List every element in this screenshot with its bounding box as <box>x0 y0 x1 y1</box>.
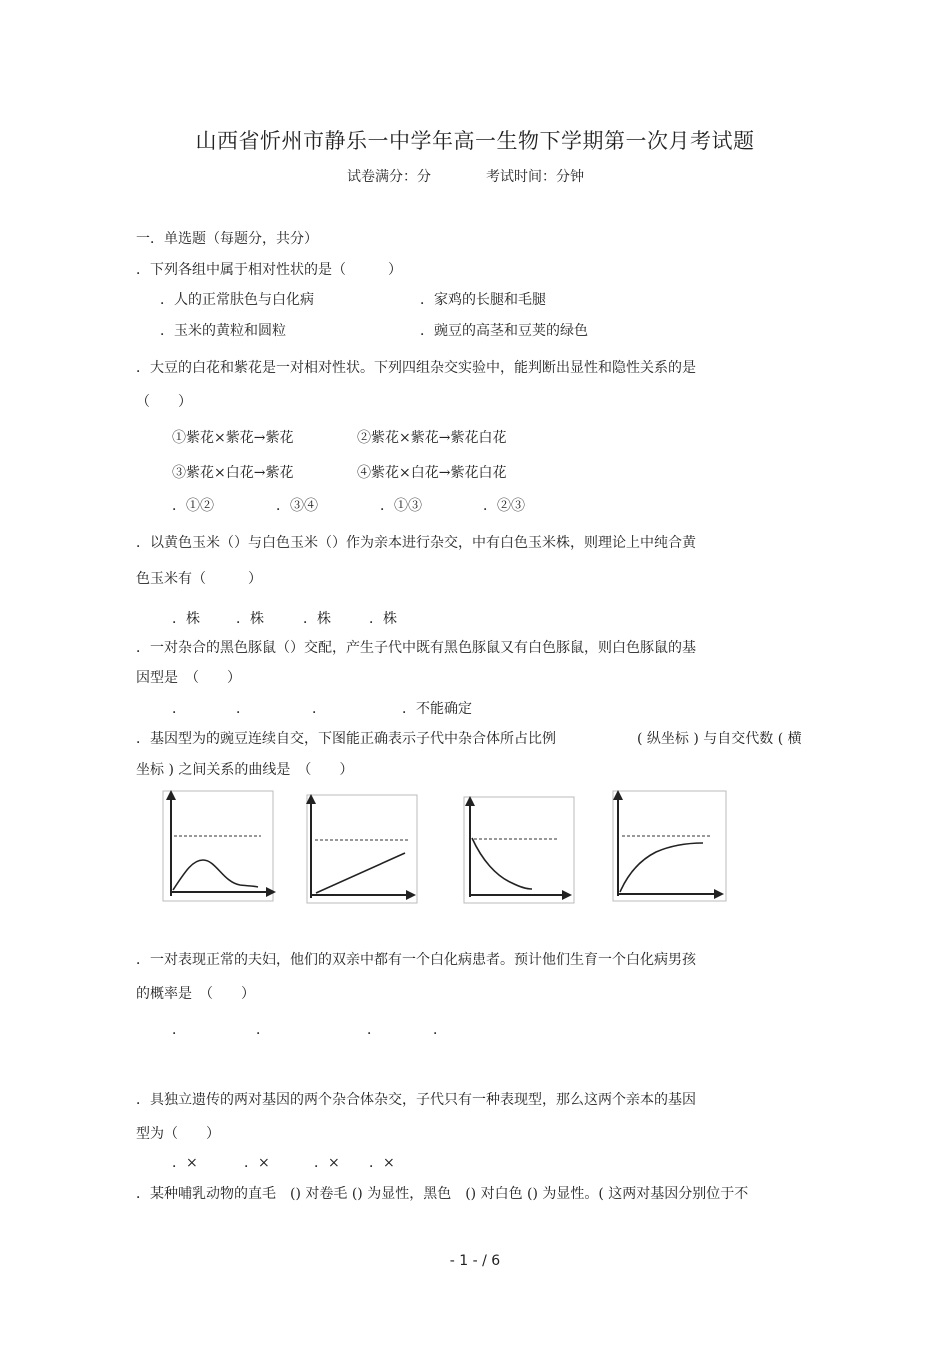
q2-stem-line1: ．大豆的白花和紫花是一对相对性状。下列四组杂交实验中，能判断出显性和隐性关系的是 <box>136 360 696 376</box>
q3-option-a: ．株 <box>172 611 200 627</box>
curve <box>472 838 532 889</box>
section-heading: 一．单选题（每题分，共分） <box>136 231 318 247</box>
q1-option-b: ．家鸡的长腿和毛腿 <box>420 292 546 308</box>
q6-stem-line2: 的概率是 （ ） <box>136 986 255 1002</box>
graph-frame <box>307 795 417 903</box>
q5-stem-line1b: ( 纵坐标 ) 与自交代数 ( 横 <box>637 731 802 747</box>
q7-option-a: ．× <box>172 1155 198 1171</box>
q6-option-c: ． <box>367 1022 381 1038</box>
full-score-label: 试卷满分：分 <box>347 169 431 185</box>
curve <box>316 853 405 893</box>
q1-option-c: ．玉米的黄粒和圆粒 <box>160 323 286 339</box>
page-number: - 1 - / 6 <box>449 1253 501 1269</box>
q2-cross-2: ②紫花×紫花→紫花白花 <box>357 430 507 446</box>
q3-option-b: ．株 <box>236 611 264 627</box>
q5-stem-line2: 坐标 ) 之间关系的曲线是 （ ） <box>136 762 354 778</box>
exam-time-label: 考试时间：分钟 <box>486 169 584 185</box>
x-axis-arrow <box>714 889 724 899</box>
q2-cross-4: ④紫花×白花→紫花白花 <box>357 465 507 481</box>
q3-option-d: ．株 <box>369 611 397 627</box>
q3-option-c: ．株 <box>303 611 331 627</box>
q1-stem: ．下列各组中属于相对性状的是（ ） <box>136 262 402 278</box>
q6-stem-line1: ．一对表现正常的夫妇，他们的双亲中都有一个白化病患者。预计他们生育一个白化病男孩 <box>136 952 696 968</box>
curve <box>173 860 258 890</box>
q4-stem-line1: ．一对杂合的黑色豚鼠（）交配，产生子代中既有黑色豚鼠又有白色豚鼠，则白色豚鼠的基 <box>136 640 696 656</box>
q7-stem-line2: 型为（ ） <box>136 1126 220 1142</box>
q8-stem-line1: ．某种哺乳动物的直毛 () 对卷毛 () 为显性，黑色 () 对白色 () 为显性。( 这两对基因分别位于不 <box>136 1186 749 1202</box>
q2-option-d: ．②③ <box>483 498 525 514</box>
q4-option-c: ． <box>312 701 326 717</box>
graph-frame <box>464 797 574 903</box>
q5-graph-d <box>608 788 730 904</box>
q5-graph-c <box>460 794 578 906</box>
q5-graph-b <box>302 792 422 906</box>
graph-frame <box>163 791 273 901</box>
q4-option-a: ． <box>172 701 186 717</box>
q3-stem-line2: 色玉米有（ ） <box>136 571 262 587</box>
q6-option-a: ． <box>172 1022 186 1038</box>
q7-option-d: ．× <box>369 1155 395 1171</box>
graph-frame <box>613 791 726 901</box>
q5-stem-line1a: ．基因型为的豌豆连续自交，下图能正确表示子代中杂合体所占比例 <box>136 731 556 747</box>
x-axis-arrow <box>266 887 276 897</box>
q1-option-d: ．豌豆的高茎和豆荚的绿色 <box>420 323 588 339</box>
q2-option-b: ．③④ <box>276 498 318 514</box>
x-axis-arrow <box>562 890 572 900</box>
q2-cross-3: ③紫花×白花→紫花 <box>172 465 294 481</box>
q7-option-b: ．× <box>244 1155 270 1171</box>
q5-graph-a <box>158 788 278 906</box>
q2-option-c: ．①③ <box>380 498 422 514</box>
q2-option-a: ．①② <box>172 498 214 514</box>
q6-option-d: ． <box>433 1022 447 1038</box>
q7-option-c: ．× <box>314 1155 340 1171</box>
q1-option-a: ．人的正常肤色与白化病 <box>160 292 314 308</box>
q3-stem-line1: ．以黄色玉米（）与白色玉米（）作为亲本进行杂交，中有白色玉米株，则理论上中纯合黄 <box>136 535 696 551</box>
q4-option-d: ．不能确定 <box>402 701 472 717</box>
q2-cross-1: ①紫花×紫花→紫花 <box>172 430 294 446</box>
curve <box>620 843 703 892</box>
q6-option-b: ． <box>256 1022 270 1038</box>
x-axis-arrow <box>406 890 416 900</box>
q7-stem-line1: ．具独立遗传的两对基因的两个杂合体杂交，子代只有一种表现型，那么这两个亲本的基因 <box>136 1092 696 1108</box>
q4-option-b: ． <box>236 701 250 717</box>
q2-stem-line2: （ ） <box>136 394 192 410</box>
q4-stem-line2: 因型是 （ ） <box>136 670 241 686</box>
page-title: 山西省忻州市静乐一中学年高一生物下学期第一次月考试题 <box>195 129 755 153</box>
